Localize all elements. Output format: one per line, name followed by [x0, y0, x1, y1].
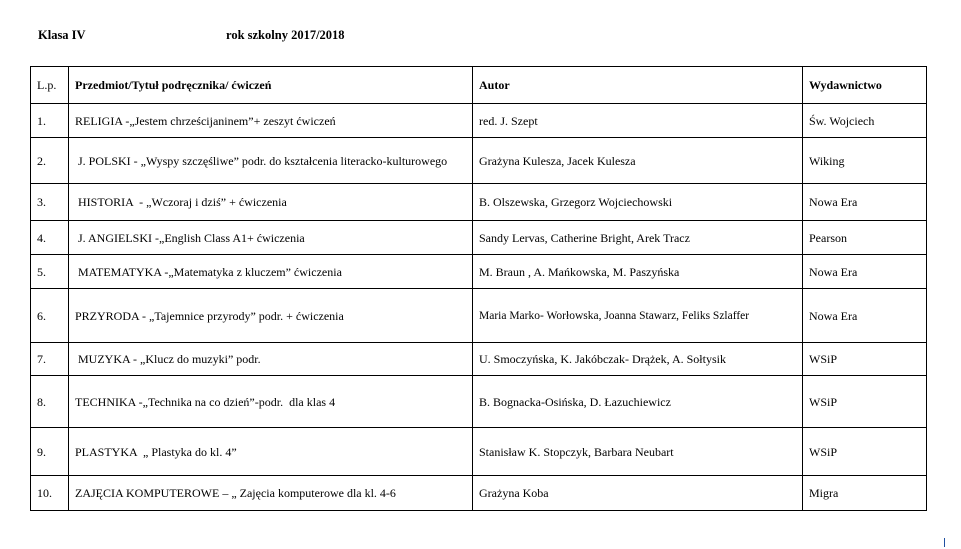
- table-row: [31, 104, 927, 138]
- publisher-cell: Pearson: [803, 221, 927, 255]
- publisher-cell: Nowa Era: [803, 255, 927, 289]
- row-number: 2.: [31, 138, 69, 184]
- publisher-cell: Św. Wojciech: [803, 104, 927, 138]
- table-row: [31, 221, 927, 255]
- subject-cell: J. POLSKI - „Wyspy szczęśliwe” podr. do kształcenia literacko-kulturowego: [69, 138, 473, 184]
- subject-cell: RELIGIA -„Jestem chrześcijaninem”+ zeszyt ćwiczeń: [69, 104, 473, 138]
- author-cell: Sandy Lervas, Catherine Bright, Arek Tracz: [473, 221, 803, 255]
- row-number: 6.: [31, 289, 69, 343]
- author-cell: Grażyna Kulesza, Jacek Kulesza: [473, 138, 803, 184]
- table-row: [31, 476, 927, 511]
- column-header-lp: L.p.: [31, 67, 69, 104]
- table-row: [31, 255, 927, 289]
- subject-cell: TECHNIKA -„Technika na co dzień”-podr. dla klas 4: [69, 376, 473, 428]
- author-cell: Grażyna Koba: [473, 476, 803, 511]
- publisher-cell: Nowa Era: [803, 184, 927, 221]
- class-label: Klasa IV: [38, 28, 86, 42]
- author-cell: Maria Marko- Worłowska, Joanna Stawarz, Feliks Szlaffer: [473, 289, 803, 343]
- row-number: 3.: [31, 184, 69, 221]
- row-number: 8.: [31, 376, 69, 428]
- publisher-cell: WSiP: [803, 428, 927, 476]
- table-row: [31, 184, 927, 221]
- row-number: 5.: [31, 255, 69, 289]
- row-number: 4.: [31, 221, 69, 255]
- publisher-cell: Migra: [803, 476, 927, 511]
- subject-cell: ZAJĘCIA KOMPUTEROWE – „ Zajęcia komputerowe dla kl. 4-6: [69, 476, 473, 511]
- table-row: [31, 376, 927, 428]
- school-year-label: rok szkolny 2017/2018: [226, 28, 345, 42]
- author-cell: M. Braun , A. Mańkowska, M. Paszyńska: [473, 255, 803, 289]
- table-row: [31, 428, 927, 476]
- subject-cell: HISTORIA - „Wczoraj i dziś” + ćwiczenia: [69, 184, 473, 221]
- author-cell: U. Smoczyńska, K. Jakóbczak- Drążek, A. Sołtysik: [473, 343, 803, 376]
- author-cell: red. J. Szept: [473, 104, 803, 138]
- row-number: 7.: [31, 343, 69, 376]
- subject-cell: MATEMATYKA -„Matematyka z kluczem” ćwiczenia: [69, 255, 473, 289]
- subject-cell: J. ANGIELSKI -„English Class A1+ ćwiczenia: [69, 221, 473, 255]
- table-row: [31, 289, 927, 343]
- table-row: [31, 343, 927, 376]
- publisher-cell: WSiP: [803, 343, 927, 376]
- column-header-publisher: Wydawnictwo: [803, 67, 927, 104]
- author-cell: B. Olszewska, Grzegorz Wojciechowski: [473, 184, 803, 221]
- row-number: 10.: [31, 476, 69, 511]
- column-header-author: Autor: [473, 67, 803, 104]
- publisher-cell: Wiking: [803, 138, 927, 184]
- row-number: 1.: [31, 104, 69, 138]
- publisher-cell: Nowa Era: [803, 289, 927, 343]
- subject-cell: PLASTYKA „ Plastyka do kl. 4”: [69, 428, 473, 476]
- subject-cell: MUZYKA - „Klucz do muzyki” podr.: [69, 343, 473, 376]
- author-cell: B. Bognacka-Osińska, D. Łazuchiewicz: [473, 376, 803, 428]
- author-cell: Stanisław K. Stopczyk, Barbara Neubart: [473, 428, 803, 476]
- publisher-cell: WSiP: [803, 376, 927, 428]
- table-row: [31, 138, 927, 184]
- text-cursor: [944, 538, 945, 547]
- subject-cell: PRZYRODA - „Tajemnice przyrody” podr. + ćwiczenia: [69, 289, 473, 343]
- row-number: 9.: [31, 428, 69, 476]
- textbook-table: [30, 66, 927, 511]
- table-header-row: [31, 67, 927, 104]
- column-header-subject: Przedmiot/Tytuł podręcznika/ ćwiczeń: [69, 67, 473, 104]
